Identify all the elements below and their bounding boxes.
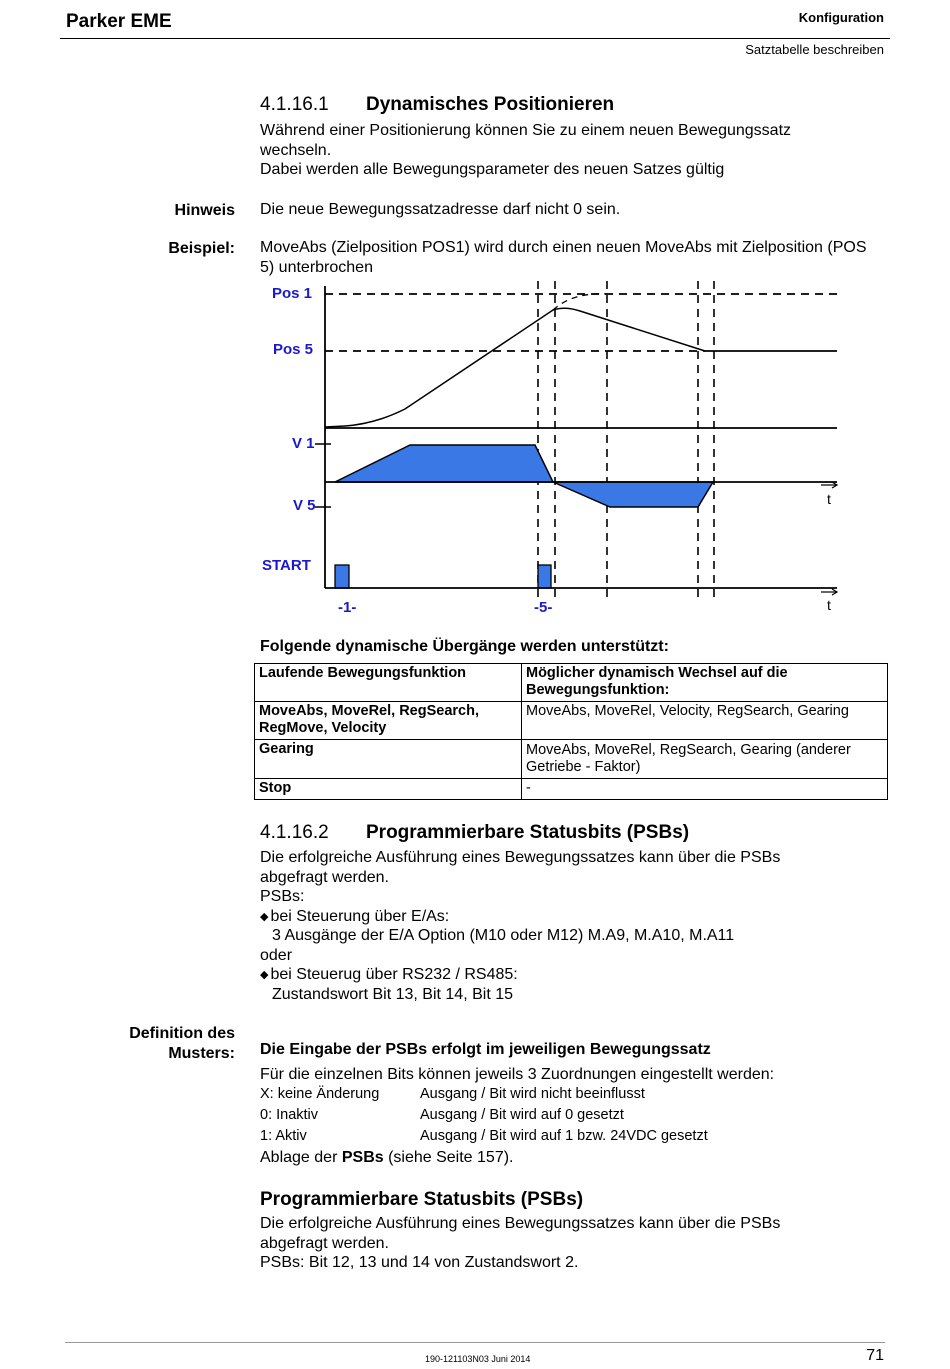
hint-label: Hinweis bbox=[174, 202, 235, 219]
code-name: X: keine Änderung bbox=[260, 1086, 380, 1102]
list-item bbox=[260, 1126, 860, 1147]
start-label: START bbox=[262, 557, 311, 574]
list-item bbox=[260, 1084, 860, 1105]
heading-number: 4.1.16.1 bbox=[260, 94, 329, 115]
intro-paragraph-1: Während einer Positionierung können Sie zu einem neuen Bewegungssatz wechseln. bbox=[260, 122, 792, 159]
table-header-row bbox=[255, 664, 888, 702]
table-cell: Stop bbox=[255, 779, 522, 800]
table-cell: MoveAbs, MoveRel, RegSearch, Gearing (anderer Getriebe - Faktor) bbox=[522, 740, 888, 779]
psbs-label: PSBs: bbox=[260, 888, 305, 905]
v5-label: V 5 bbox=[293, 497, 316, 514]
bullet-serial-detail: Zustandswort Bit 13, Bit 14, Bit 15 bbox=[272, 986, 514, 1003]
velocity-profile-1 bbox=[335, 445, 553, 482]
heading-status-bits-2: Programmierbare Statusbits (PSBs) bbox=[260, 1189, 584, 1210]
definition-text: Für die einzelnen Bits können jeweils 3 Zuordnungen eingestellt werden: bbox=[260, 1066, 775, 1083]
v1-label: V 1 bbox=[292, 435, 315, 452]
bullet-serial: ◆ bei Steuerug über RS232 / RS485: bbox=[260, 965, 880, 987]
table-header-cell: Laufende Bewegungsfunktion bbox=[255, 664, 522, 702]
heading-status-bits bbox=[260, 822, 689, 844]
table-cell: Gearing bbox=[255, 740, 522, 779]
status-bits-2-intro: Die erfolgreiche Ausführung eines Bewegungssatzes kann über die PSBs abgefragt werden. bbox=[260, 1215, 781, 1252]
storage-reference bbox=[260, 1148, 880, 1168]
time-axis-label-1: t bbox=[827, 491, 831, 507]
definition-label: Definition des Musters: bbox=[129, 1025, 235, 1062]
code-meaning: Ausgang / Bit wird nicht beeinflusst bbox=[420, 1086, 645, 1102]
list-item bbox=[260, 1105, 860, 1126]
code-name: 1: Aktiv bbox=[260, 1128, 307, 1144]
bullet-io: ◆ bei Steuerung über E/As: bbox=[260, 907, 880, 929]
pos5-label: Pos 5 bbox=[273, 341, 314, 358]
example-label: Beispiel: bbox=[168, 240, 235, 257]
status-bits-2-psbs: PSBs: Bit 12, 13 und 14 von Zustandswort 2. bbox=[260, 1254, 579, 1271]
storage-reference-suffix: (siehe Seite 157). bbox=[383, 1149, 514, 1166]
start-pulse-5 bbox=[538, 565, 551, 588]
page-number: 71 bbox=[866, 1347, 884, 1364]
storage-reference-bold: PSBs bbox=[341, 1149, 384, 1166]
storage-reference-prefix: Ablage der bbox=[260, 1149, 342, 1166]
section-title: Konfiguration bbox=[798, 10, 884, 25]
heading-text: Dynamisches Positionieren bbox=[366, 94, 615, 115]
example-text: MoveAbs (Zielposition POS1) wird durch einen neuen MoveAbs mit Zielposition (POS 5) unterbrochen bbox=[260, 239, 867, 276]
code-name: 0: Inaktiv bbox=[260, 1107, 319, 1123]
heading-text: Programmierbare Statusbits (PSBs) bbox=[366, 822, 690, 843]
bullet-io-detail: 3 Ausgänge der E/A Option (M10 oder M12) M.A9, M.A10, M.A11 bbox=[272, 927, 735, 944]
or-text: oder bbox=[260, 947, 293, 964]
hint-text: Die neue Bewegungssatzadresse darf nicht 0 sein. bbox=[260, 201, 621, 218]
intro-paragraph-2: Dabei werden alle Bewegungsparameter des neuen Satzes gültig bbox=[260, 161, 725, 178]
pos1-label: Pos 1 bbox=[272, 285, 313, 302]
brand: Parker EME bbox=[66, 11, 172, 32]
header-rule bbox=[60, 38, 890, 39]
table-row bbox=[255, 779, 888, 800]
time-axis-label-2: t bbox=[827, 597, 831, 613]
subsection-title: Satztabelle beschreiben bbox=[745, 42, 884, 57]
table-cell: MoveAbs, MoveRel, Velocity, RegSearch, Gearing bbox=[522, 702, 888, 740]
table-row bbox=[255, 740, 888, 779]
heading-number: 4.1.16.2 bbox=[260, 822, 329, 843]
transitions-table bbox=[254, 663, 888, 800]
table-header-cell: Möglicher dynamisch Wechsel auf die Bewegungsfunktion: bbox=[522, 664, 888, 702]
status-bits-intro: Die erfolgreiche Ausführung eines Bewegungssatzes kann über die PSBs abgefragt werden. bbox=[260, 849, 781, 886]
heading-dynamic-positioning bbox=[260, 94, 614, 116]
start-pulse-1 bbox=[335, 565, 349, 588]
table-row bbox=[255, 702, 888, 740]
original-position-curve bbox=[553, 294, 607, 310]
velocity-profile-5 bbox=[553, 482, 713, 507]
position-curve bbox=[325, 308, 705, 427]
footer-rule bbox=[65, 1342, 885, 1343]
code-meaning: Ausgang / Bit wird auf 0 gesetzt bbox=[420, 1107, 624, 1123]
table-cell: MoveAbs, MoveRel, RegSearch, RegMove, Velocity bbox=[255, 702, 522, 740]
definition-title: Die Eingabe der PSBs erfolgt im jeweiligen Bewegungssatz bbox=[260, 1041, 711, 1058]
code-list bbox=[260, 1084, 860, 1147]
transitions-title: Folgende dynamische Übergänge werden unterstützt: bbox=[260, 638, 669, 655]
table-cell: - bbox=[522, 779, 888, 800]
document-number: 190-121103N03 Juni 2014 bbox=[425, 1354, 531, 1364]
motion-diagram bbox=[255, 276, 855, 621]
mark-5-label: -5- bbox=[534, 599, 553, 616]
code-meaning: Ausgang / Bit wird auf 1 bzw. 24VDC gesetzt bbox=[420, 1128, 708, 1144]
mark-1-label: -1- bbox=[338, 599, 357, 616]
